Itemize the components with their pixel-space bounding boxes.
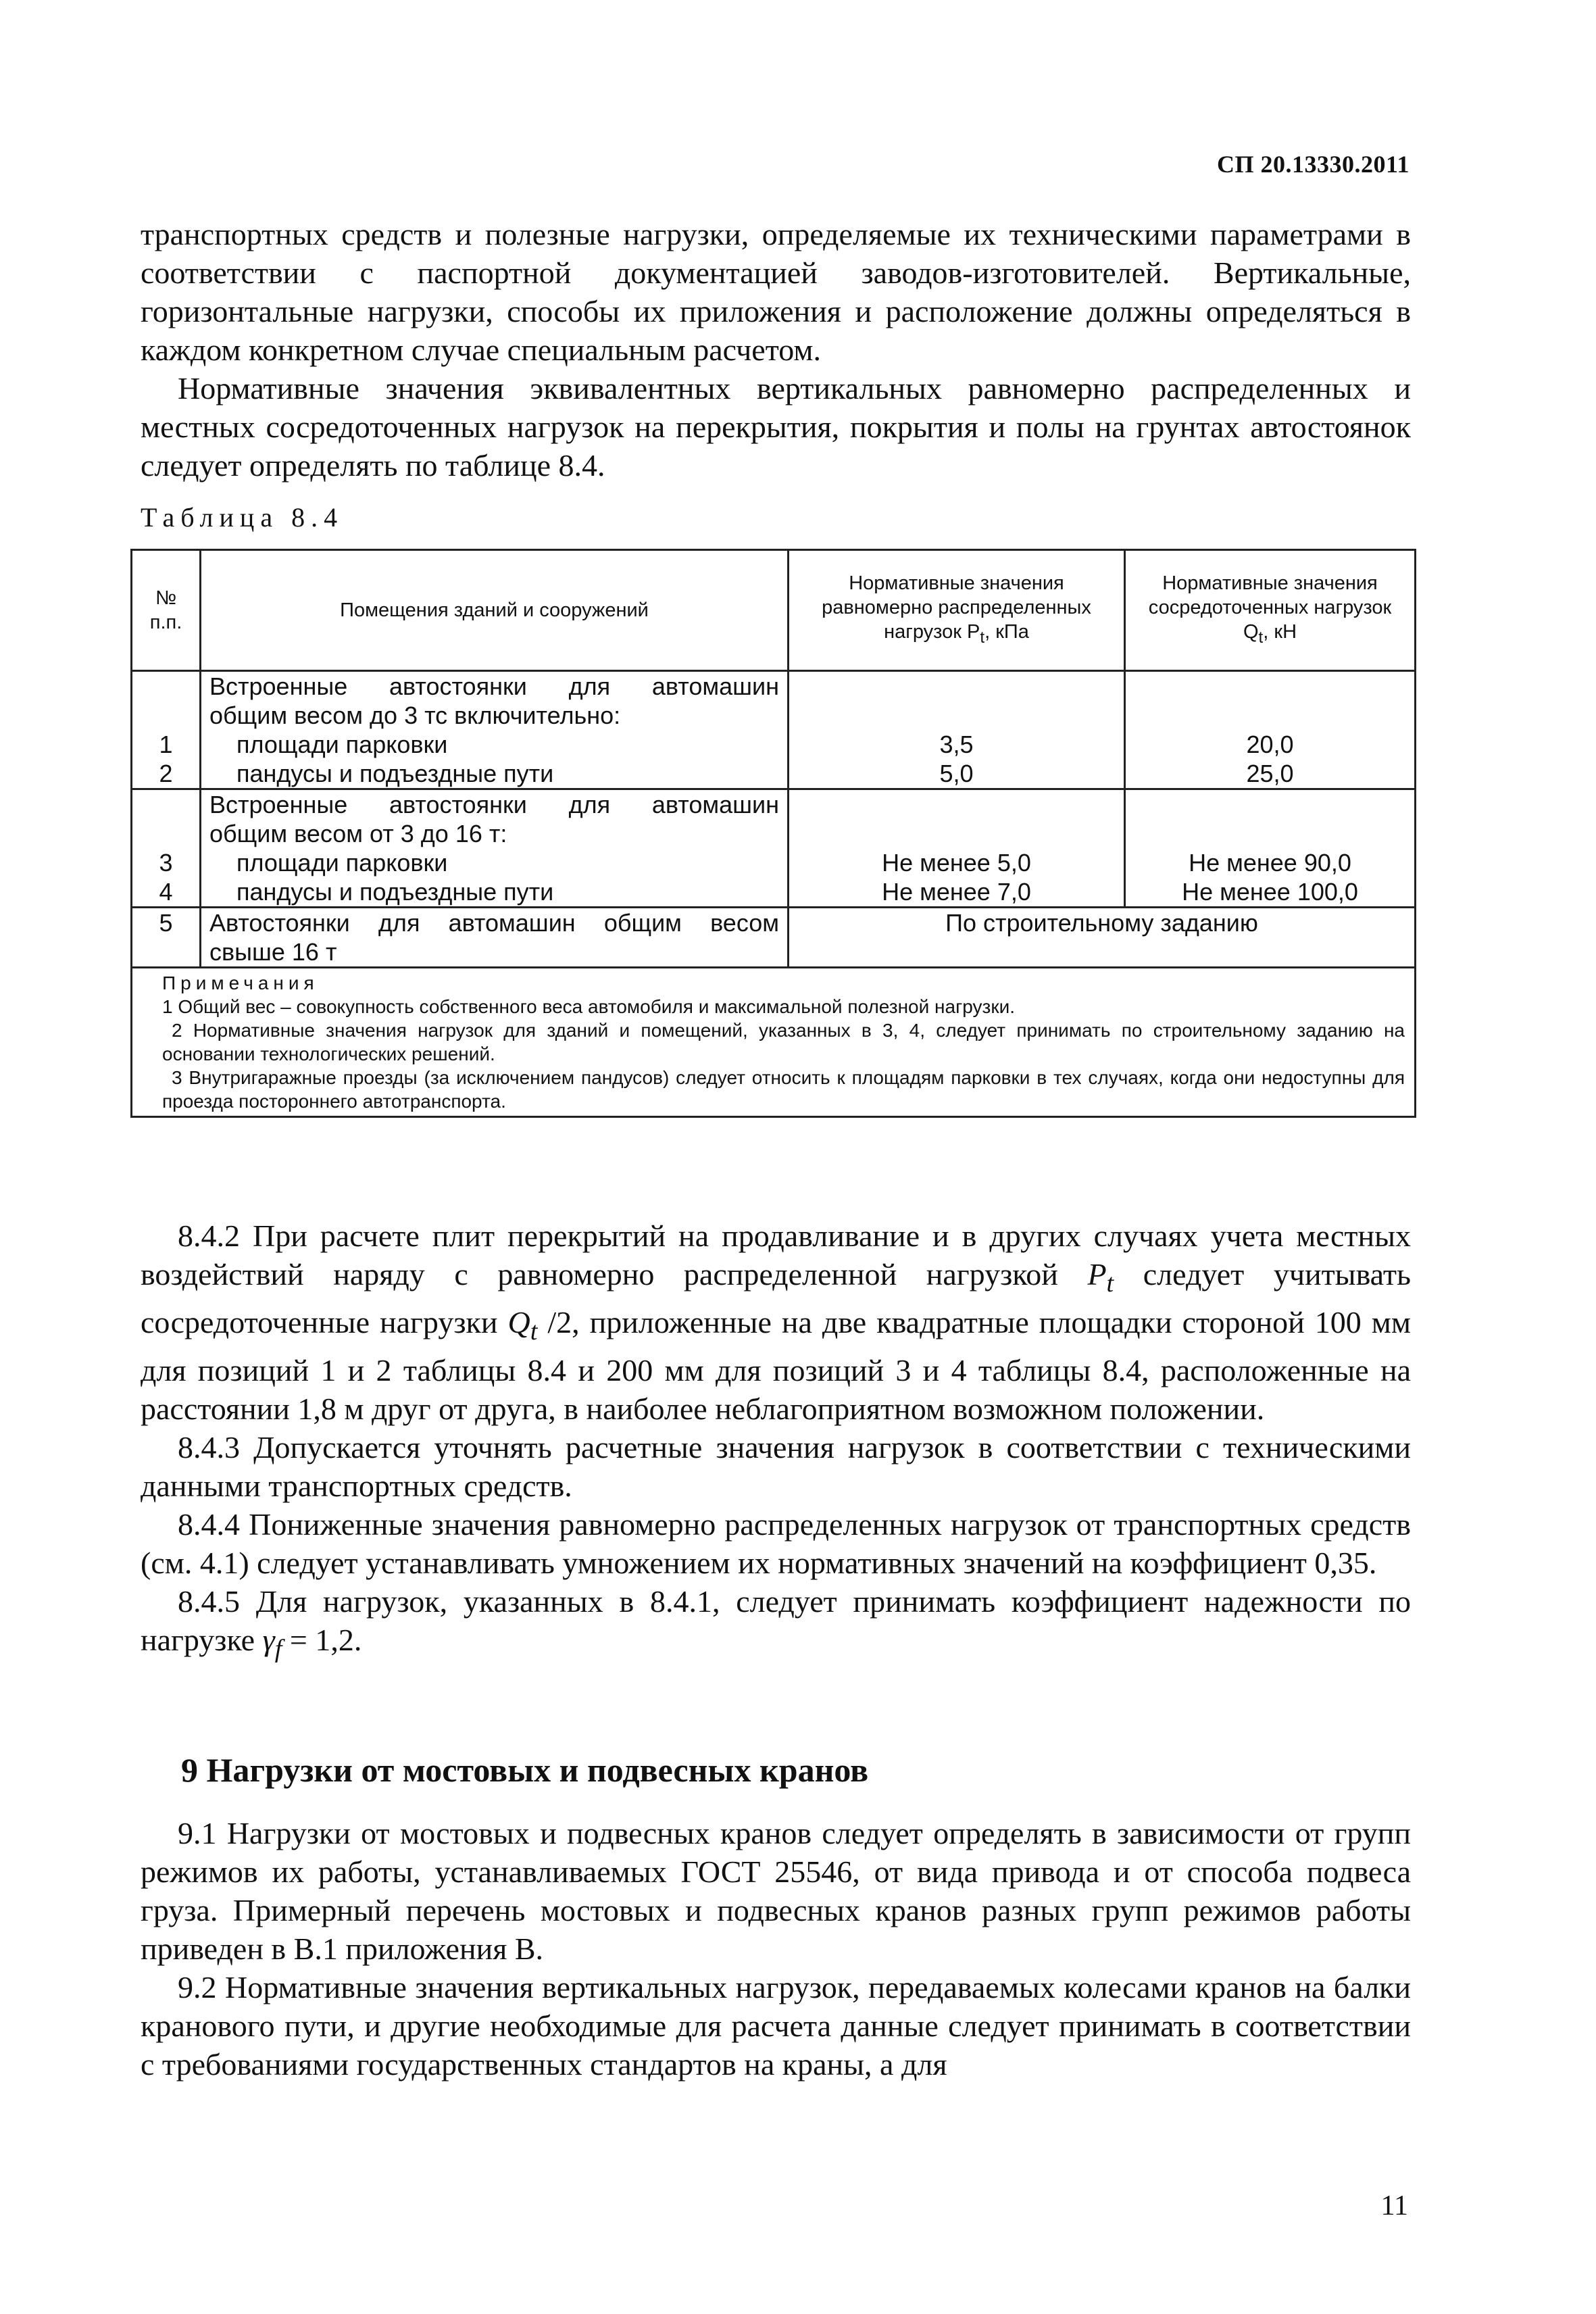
section-8-4-text	[141, 1216, 1411, 1669]
paragraph-9-2: 9.2 Нормативные значения вертикальных нагрузок, передаваемых колесами кранов на балки кранового пути, и другие необходимые для расчета данные следует принимать в соответствии с требованиями государственных стандартов на краны, а для	[141, 1970, 1411, 2082]
header-concentrated: Нормативные значения сосредоточенных нагрузок $Q_t$, кН	[1125, 550, 1416, 671]
header-distributed: Нормативные значения равномерно распределенных нагрузок $P_t$, кПа	[789, 550, 1125, 671]
row-numbers: 1 2	[132, 671, 201, 789]
notes-title: Примечания	[162, 973, 319, 993]
page-number: 11	[1380, 2190, 1408, 2221]
table-row	[132, 789, 1416, 908]
paragraph-8-4-5: 8.4.5 Для нагрузок, указанных в 8.4.1, следует принимать коэффициент надежности по нагрузке $\gamma_f = 1,2$.	[141, 1584, 1411, 1664]
row-concentrated-values: Не менее 90,0 Не менее 100,0	[1125, 789, 1416, 908]
row-value-merged: По строительному заданию	[789, 908, 1416, 968]
row-concentrated-values: 20,0 25,0	[1125, 671, 1416, 789]
row-distributed-values: Не менее 5,0 Не менее 7,0	[789, 789, 1125, 908]
paragraph-8-4-4: 8.4.4 Пониженные значения равномерно распределенных нагрузок от транспортных средств (см. 4.1) следует устанавливать умножением их нормативных значений на коэффициент 0,35.	[141, 1507, 1411, 1581]
document-code-header: СП 20.13330.2011	[1216, 151, 1410, 178]
note-item: 1 Общий вес – совокупность собственного веса автомобиля и максимальной полезной нагрузки.	[162, 996, 1016, 1017]
section-9-text	[141, 1814, 1411, 2084]
table-notes	[132, 968, 1416, 1117]
header-premises: Помещения зданий и сооружений	[201, 550, 789, 671]
row-distributed-values: 3,5 5,0	[789, 671, 1125, 789]
intro-text	[141, 215, 1411, 485]
row-number: 5	[132, 908, 201, 968]
note-item: 3 Внутригаражные проезды (за исключением пандусов) следует относить к площадям парковки в тех случаях, когда они недоступны для проезда постороннего автотранспорта.	[162, 1067, 1405, 1112]
loads-table	[130, 549, 1416, 1118]
note-item: 2 Нормативные значения нагрузок для зданий и помещений, указанных в 3, 4, следует принимать по строительному заданию на основании технологических решений.	[162, 1020, 1405, 1064]
row-description: Встроенные автостоянки для автомашин общим весом до 3 тс включительно: площади парковки пандусы и подъездные пути	[201, 671, 789, 789]
row-description: Встроенные автостоянки для автомашин общим весом от 3 до 16 т: площади парковки пандусы и подъездные пути	[201, 789, 789, 908]
intro-paragraph-2: Нормативные значения эквивалентных вертикальных равномерно распределенных и местных сосредоточенных нагрузок на перекрытия, покрытия и полы на грунтах автостоянок следует определять по таблице 8.4.	[141, 371, 1411, 483]
paragraph-9-1: 9.1 Нагрузки от мостовых и подвесных кранов следует определять в зависимости от групп режимов их работы, устанавливаемых ГОСТ 25546, от вида привода и от способа подвеса груза. Примерный перечень мостовых и подвесных кранов разных групп режимов работы приведен в В.1 приложения В.	[141, 1816, 1411, 1966]
table-row	[132, 908, 1416, 968]
row-numbers: 3 4	[132, 789, 201, 908]
table-row	[132, 671, 1416, 789]
intro-paragraph-1: транспортных средств и полезные нагрузки, определяемые их техническими параметрами в соответствии с паспортной документацией заводов-изготовителей. Вертикальные, горизонтальные нагрузки, способы их приложения и расположение должны определяться в каждом конкретном случае специальным расчетом.	[141, 217, 1411, 367]
paragraph-8-4-2: 8.4.2 При расчете плит перекрытий на продавливание и в других случаях учета местных воздействий наряду с равномерно распределенной нагрузкой $P_t$ следует учитывать сосредоточенные нагрузки $Q_t$ /2, приложенные на две квадратные площадки стороной 100 мм для позиций 1 и 2 таблицы 8.4 и 200 мм для позиций 3 и 4 таблицы 8.4, расположенные на расстоянии 1,8 м друг от друга, в наиболее неблагоприятном возможном положении.	[141, 1218, 1411, 1427]
header-num: № п.п.	[132, 550, 201, 671]
section-9-heading: 9 Нагрузки от мостовых и подвесных кранов	[181, 1751, 869, 1789]
row-description: Автостоянки для автомашин общим весом свыше 16 т	[201, 908, 789, 968]
table-caption: Таблица 8.4	[141, 502, 344, 533]
table-notes-row	[132, 968, 1416, 1117]
paragraph-8-4-3: 8.4.3 Допускается уточнять расчетные значения нагрузок в соответствии с техническими данными транспортных средств.	[141, 1430, 1411, 1504]
table-header-row	[132, 550, 1416, 671]
